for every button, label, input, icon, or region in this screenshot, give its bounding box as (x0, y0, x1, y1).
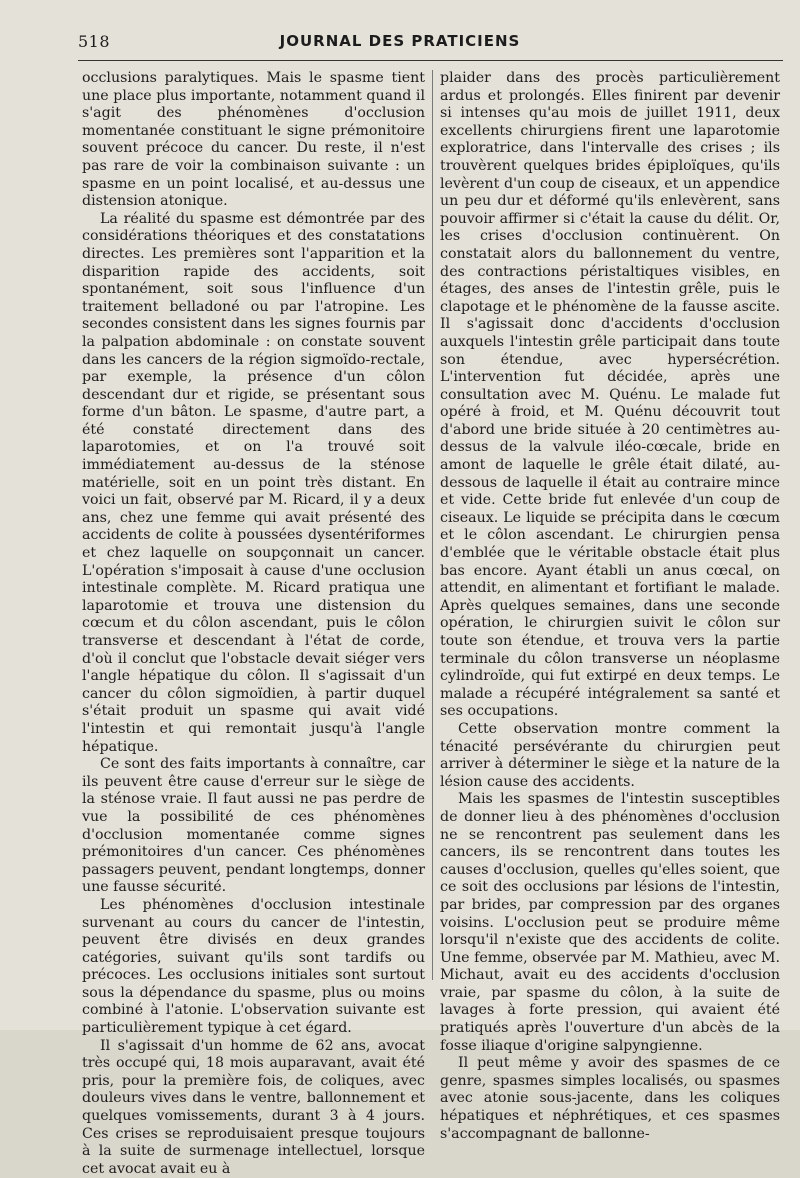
paragraph: La réalité du spasme est démontrée par des considérations théoriques et des constatations directes. Les premières sont l'apparition et la disparition rapide des accidents, soit spontanément, soit sous l'influence d'un traitement belladoné ou par l'atropine. Les secondes consistent dans les signes fournis par la palpation abdominale : on constate souvent dans les cancers de la région sigmoïdo-rectale, par exemple, la présence d'un côlon descendant dur et rigide, se présentant sous forme d'un bâton. Le spasme, d'autre part, a été constaté directement dans des laparotomies, et on l'a trouvé soit immédiatement au-dessus de la sténose matérielle, soit en un point très distant. En voici un fait, observé par M. Ricard, il y a deux ans, chez une femme qui avait présenté des accidents de colite à poussées dysentériformes et chez laquelle on soupçonnait un cancer. L'opération s'imposait à cause d'une occlusion intestinale complète. M. Ricard pratiqua une laparotomie et trouva une distension du cœcum et du côlon ascendant, puis le côlon transverse et descendant à l'état de corde, d'où il conclut que l'obstacle devait siéger vers l'angle hépatique du côlon. Il s'agissait d'un cancer du côlon sigmoïdien, à partir duquel s'était produit un spasme qui avait vidé l'intestin et qui remontait jusqu'à l'angle hépatique. (82, 210, 425, 755)
running-title: JOURNAL DES PRATICIENS (279, 32, 521, 50)
paragraph: Ce sont des faits importants à connaître, car ils peuvent être cause d'erreur sur le siège de la sténose vraie. Il faut aussi ne pas perdre de vue la possibilité de ces phénomènes d'occlusion momentanée comme signes prémonitoires d'un cancer. Ces phénomènes passagers peuvent, pendant longtemps, donner une fausse sécurité. (82, 756, 425, 896)
paragraph: Cette observation montre comment la ténacité persévérante du chirurgien peut arriver à déterminer le siège et la nature de la lésion cause des accidents. (440, 720, 780, 790)
header-rule (78, 60, 783, 61)
paragraph: occlusions paralytiques. Mais le spasme tient une place plus importante, notamment quand il s'agit des phénomènes d'occlusion momentanée constituant le signe prémonitoire souvent précoce du cancer. Du reste, il n'est pas rare de voir la combinaison suivante : un spasme en un point localisé, et au-dessus une distension atonique. (82, 70, 425, 210)
paragraph: Mais les spasmes de l'intestin susceptibles de donner lieu à des phénomènes d'occlusion ne se rencontrent pas seulement dans les cancers, ils se rencontrent dans toutes les causes d'occlusion, quelles qu'elles soient, que ce soit des occlusions par lésions de l'intestin, par brides, par compression par des organes voisins. L'occlusion peut se produire même lorsqu'il n'existe que des accidents de colite. Une femme, observée par M. Mathieu, avec M. Michaut, avait eu des accidents d'occlusion vraie, par spasme du côlon, à la suite de lavages à forte pression, qui avaient été pratiqués après l'ouverture d'un abcès de la fosse iliaque d'origine salpyngienne. (440, 791, 780, 1054)
paragraph: Les phénomènes d'occlusion intestinale survenant au cours du cancer de l'intestin, peuvent être divisés en deux grandes catégories, suivant qu'ils sont tardifs ou précoces. Les occlusions initiales sont surtout sous la dépendance du spasme, plus ou moins combiné à l'atonie. L'observation suivante est particulièrement typique à cet égard. (82, 896, 425, 1037)
paragraph: Il s'agissait d'un homme de 62 ans, avocat très occupé qui, 18 mois auparavant, avait été pris, pour la première fois, de coliques, avec douleurs vives dans le ventre, ballonnement et quelques vomissements, durant 3 à 4 jours. Ces crises se reproduisaient presque toujours à la suite de surmenage intellectuel, lorsque cet avocat avait eu à (82, 1037, 425, 1177)
page-number: 518 (78, 32, 111, 51)
paragraph: plaider dans des procès particulièrement ardus et prolongés. Elles finirent par devenir si intenses qu'au mois de juillet 1911, deux excellents chirurgiens firent une laparotomie exploratrice, dans l'intervalle des crises ; ils trouvèrent quelques brides épiploïques, qu'ils levèrent d'un coup de ciseaux, et un appendice un peu dur et déformé qu'ils enlevèrent, sans pouvoir affirmer si c'était la cause du délit. Or, les crises d'occlusion continuèrent. On constatait alors du ballonnement du ventre, des contractions péristaltiques visibles, en étages, des anses de l'intestin grêle, puis le clapotage et le phénomène de la fausse ascite. Il s'agissait donc d'accidents d'occlusion auxquels l'intestin grêle participait dans toute son étendue, avec hypersécrétion. L'intervention fut décidée, après une consultation avec M. Quénu. Le malade fut opéré à froid, et M. Quénu découvrit tout d'abord une bride située à 20 centimètres au-dessus de la valvule iléo-cœcale, bride en amont de laquelle le grêle était dilaté, au-dessous de laquelle il était au contraire mince et vide. Cette bride fut enlevée d'un coup de ciseaux. Le liquide se précipita dans le cœcum et le côlon ascendant. Le chirurgien pensa d'emblée que le véritable obstacle était plus bas encore. Ayant établi un anus cœcal, on attendit, en alimentant et fortifiant le malade. Après quelques semaines, dans une seconde opération, le chirurgien suivit le côlon sur toute son étendue, et trouva vers la partie terminale du côlon transverse un néoplasme cylindroïde, qui fut extirpé en deux temps. Le malade a récupéré intégralement sa santé et ses occupations. (440, 70, 780, 720)
right-column (440, 70, 780, 1142)
column-divider (432, 70, 433, 980)
left-column (82, 70, 425, 1177)
page-header (0, 28, 800, 56)
paragraph: Il peut même y avoir des spasmes de ce genre, spasmes simples localisés, ou spasmes avec atonie sous-jacente, dans les coliques hépatiques et néphrétiques, et ces spasmes s'accompagnant de ballonne- (440, 1055, 780, 1142)
